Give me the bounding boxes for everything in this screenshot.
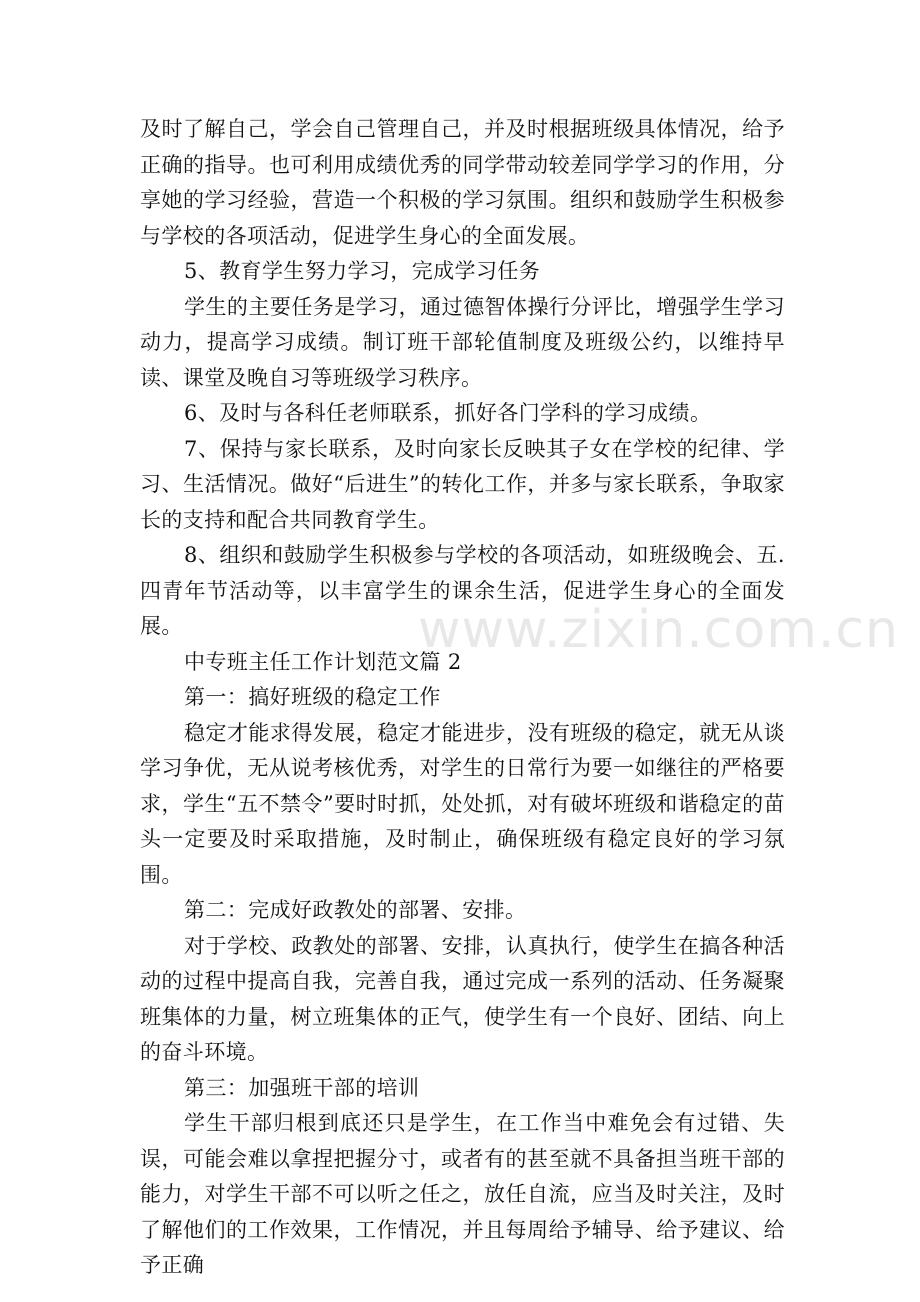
subheading-1: 第一：搞好班级的稳定工作: [184, 685, 441, 709]
paragraph-3: 学生的主要任务是学习，通过德智体操行分评比，增强学生学习动力，提高学习成绩。制订班干部轮值制度及班级公约，以维持早读、课堂及晚自习等班级学习秩序。: [140, 294, 785, 390]
paragraph-7: 稳定才能求得发展，稳定才能进步，没有班级的稳定，就无从谈学习争优，无从说考核优秀，对学生的日常行为要一如继往的严格要求，学生“五不禁令”要时时抓，处处抓，对有破坏班级和谐稳定的苗头一定要及时采取措施，及时制止，确保班级有稳定良好的学习氛围。: [140, 720, 785, 887]
paragraph-4: 6、及时与各科任老师联系，抓好各门学科的学习成绩。: [184, 401, 712, 425]
section-title: 中专班主任工作计划范文篇 2: [184, 649, 462, 674]
document-body: [140, 112, 785, 1284]
paragraph-6: 8、组织和鼓励学生积极参与学校的各项活动，如班级晚会、五.四青年节活动等，以丰富学生的课余生活，促进学生身心的全面发展。: [140, 543, 785, 638]
watermark: www.zixin.com.cn: [418, 600, 899, 660]
subheading-2: 第二：完成好政教处的部署、安排。: [184, 898, 527, 922]
paragraph-8: 对于学校、政教处的部署、安排，认真执行，使学生在搞各种活动的过程中提高自我，完善自我，通过完成一系列的活动、任务凝聚班集体的力量，树立班集体的正气，使学生有一个良好、团结、向上的奋斗环境。: [140, 933, 785, 1064]
paragraph-9: 学生干部归根到底还只是学生，在工作当中难免会有过错、失误，可能会难以拿捏把握分寸，或者有的甚至就不具备担当班干部的能力，对学生干部不可以听之任之，放任自流，应当及时关注，及时了解他们的工作效果，工作情况，并且每周给予辅导、给予建议、给予正确: [140, 1111, 785, 1277]
paragraph-1: 及时了解自己，学会自己管理自己，并及时根据班级具体情况，给予正确的指导。也可利用成绩优秀的同学带动较差同学学习的作用，分享她的学习经验，营造一个积极的学习氛围。组织和鼓励学生积极参与学校的各项活动，促进学生身心的全面发展。: [140, 117, 785, 248]
paragraph-2: 5、教育学生努力学习，完成学习任务: [184, 259, 541, 283]
subheading-3: 第三：加强班干部的培训: [184, 1075, 420, 1100]
paragraph-5: 7、保持与家长联系，及时向家长反映其子女在学校的纪律、学习、生活情况。做好“后进生”的转化工作，并多与家长联系，争取家长的支持和配合共同教育学生。: [140, 436, 785, 532]
